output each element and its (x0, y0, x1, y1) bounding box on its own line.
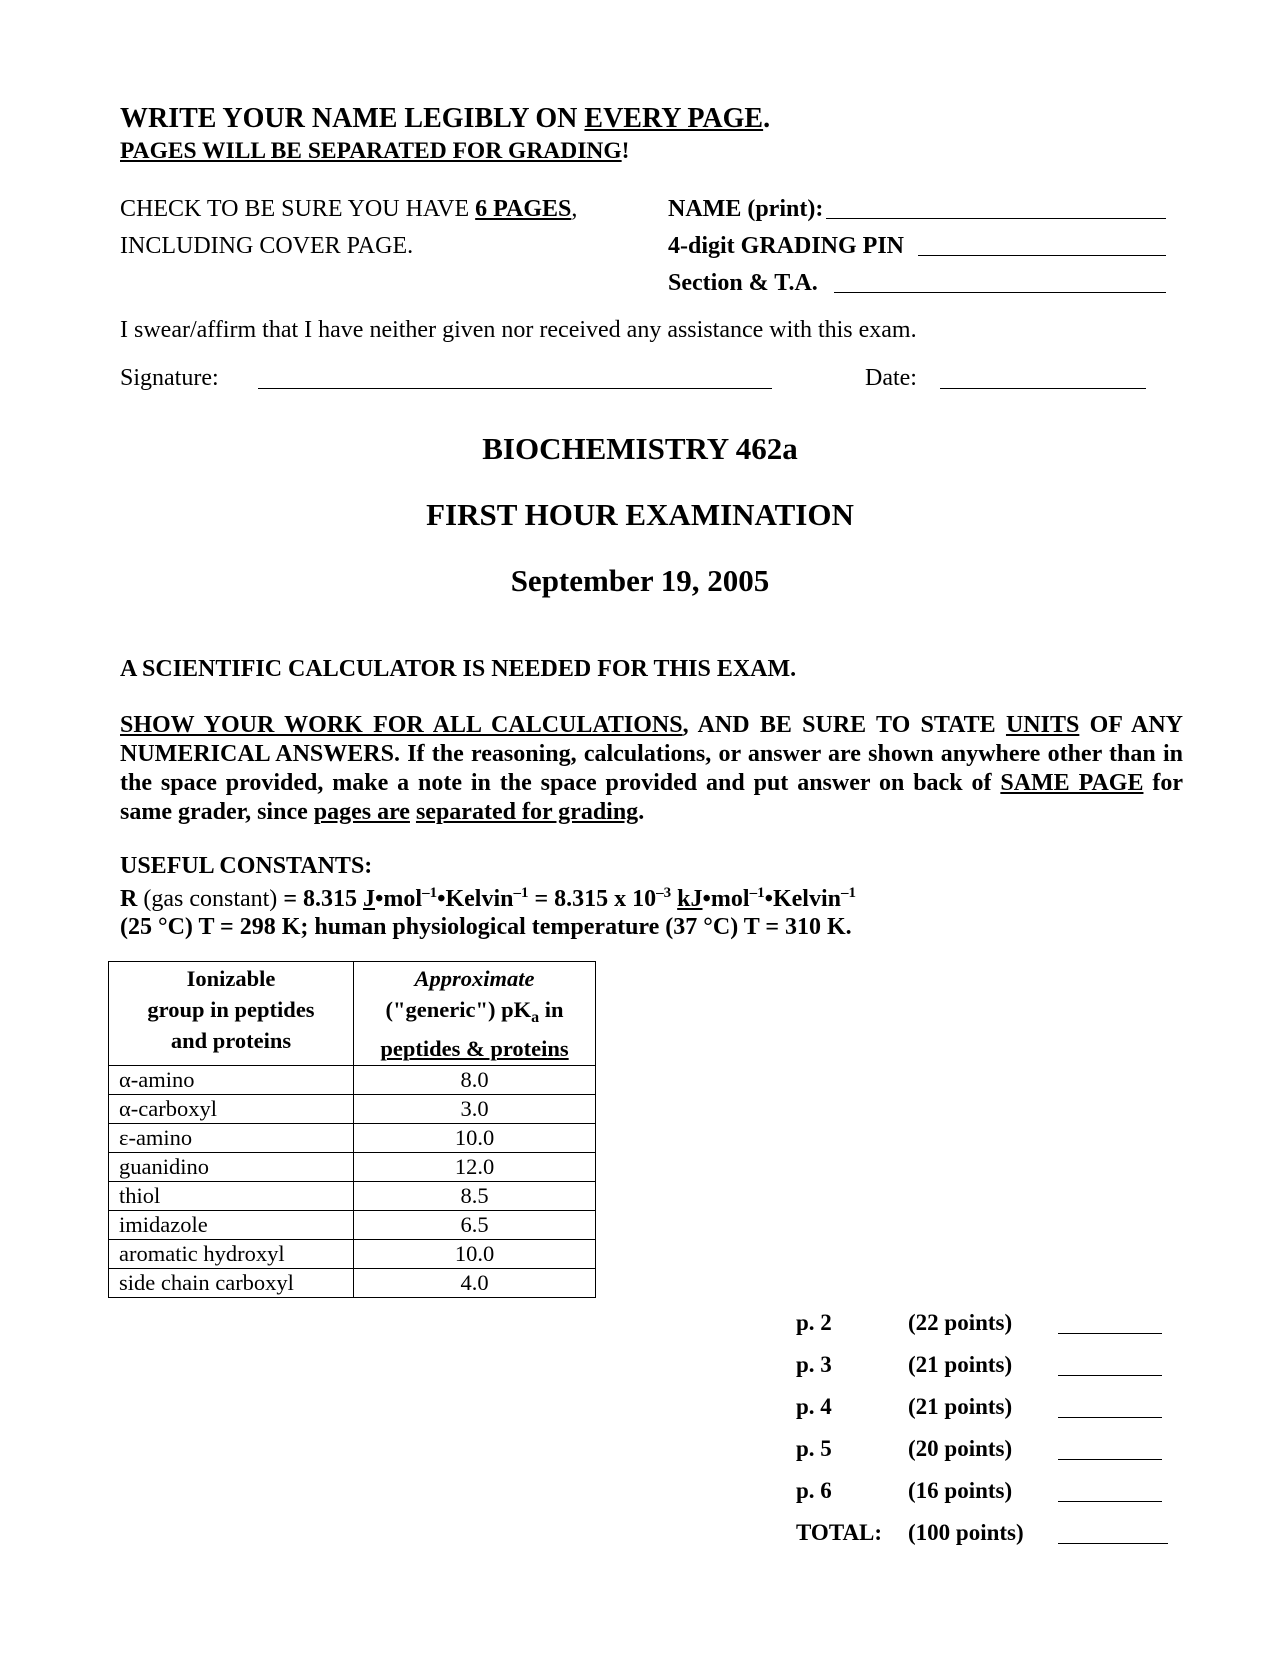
unit-kelvin: •Kelvin (437, 886, 514, 912)
header-line: and proteins (170, 1028, 292, 1053)
score-page-label: p. 4 (796, 1394, 832, 1419)
check-pages-line-2: INCLUDING COVER PAGE. (120, 233, 414, 259)
header-line: peptides & proteins (380, 1036, 569, 1061)
instruction-emphasis: SHOW YOUR WORK FOR ALL CALCULATIONS (120, 712, 683, 738)
score-page-label: p. 6 (796, 1478, 832, 1503)
check-pages-line (120, 196, 577, 223)
temperatures: (25 °C) T = 298 K; human physiological temperature (37 °C) T = 310 K. (120, 914, 852, 940)
header-emphasis: EVERY PAGE (584, 103, 764, 134)
check-text: , (571, 196, 578, 222)
instruction-text: OF ANY NUMERICAL ANSWERS. If the reasoning, calculations, or answer are shown anywhere other than in the space provided, make a note in the space provided and put answer on back of (120, 712, 1183, 796)
score-field[interactable] (1058, 1417, 1162, 1418)
header-text: in (539, 997, 564, 1022)
name-label: NAME (print): (668, 196, 824, 222)
table-row (109, 1182, 596, 1211)
pin-label: 4-digit GRADING PIN (668, 233, 905, 259)
table-row (109, 1124, 596, 1153)
header-line: Ionizable (186, 966, 276, 991)
table-row (109, 1095, 596, 1124)
exponent: –1 (513, 885, 529, 901)
score-page-label: p. 3 (796, 1352, 832, 1377)
pka-cell: 10.0 (354, 1240, 596, 1269)
score-points: (22 points) (908, 1310, 1013, 1335)
score-field[interactable] (1058, 1333, 1162, 1334)
exponent: –1 (422, 885, 438, 901)
group-cell: ε-amino (109, 1124, 354, 1153)
pka-cell: 8.5 (354, 1182, 596, 1211)
instruction-emphasis: separated for grading (415, 799, 639, 825)
group-cell: α-amino (109, 1066, 354, 1095)
instruction-text: , AND BE SURE TO STATE (682, 712, 1006, 738)
group-cell: aromatic hydroxyl (109, 1240, 354, 1269)
group-cell: guanidino (109, 1153, 354, 1182)
header-line: Approximate (414, 966, 535, 991)
group-cell: imidazole (109, 1211, 354, 1240)
gas-constant (120, 885, 856, 913)
unit-mol: •mol (375, 886, 423, 912)
header-text: ("generic") pK (385, 997, 532, 1022)
instruction-emphasis: pages are (313, 799, 410, 825)
pka-cell: 10.0 (354, 1124, 596, 1153)
exponent: –1 (840, 885, 856, 901)
pledge-text: I swear/affirm that I have neither given nor received any assistance with this exam. (120, 317, 917, 343)
pka-cell: 4.0 (354, 1269, 596, 1298)
section-label: Section & T.A. (668, 270, 818, 296)
score-points: (21 points) (908, 1394, 1013, 1419)
header-line-1 (120, 103, 770, 135)
unit-kelvin: •Kelvin (764, 886, 841, 912)
table-row (109, 1153, 596, 1182)
r-equation: = 8.315 x 10 (528, 886, 657, 912)
group-cell: thiol (109, 1182, 354, 1211)
date-label: Date: (865, 365, 917, 391)
pka-subscript: a (531, 1009, 540, 1026)
header-line (364, 994, 585, 1033)
pka-cell: 3.0 (354, 1095, 596, 1124)
exponent: –3 (656, 885, 672, 901)
table-row (109, 1240, 596, 1269)
header-ionizable-group (109, 962, 354, 1066)
header-text: WRITE YOUR NAME LEGIBLY ON (120, 103, 585, 134)
table-row (109, 1269, 596, 1298)
pin-field[interactable] (918, 255, 1166, 256)
section-field[interactable] (834, 292, 1166, 293)
page-count: 6 PAGES (475, 196, 572, 222)
course-title: BIOCHEMISTRY 462a (482, 431, 798, 466)
name-field[interactable] (826, 218, 1166, 219)
constants-heading: USEFUL CONSTANTS: (120, 853, 373, 879)
calculator-note: A SCIENTIFIC CALCULATOR IS NEEDED FOR THIS EXAM. (120, 656, 797, 682)
header-line: group in peptides (147, 997, 315, 1022)
pka-cell: 6.5 (354, 1211, 596, 1240)
instruction-text: for same grader, since (120, 770, 1184, 825)
group-cell: α-carboxyl (109, 1095, 354, 1124)
signature-field[interactable] (258, 388, 772, 389)
date-field[interactable] (940, 388, 1146, 389)
exam-date: September 19, 2005 (510, 563, 770, 598)
score-field[interactable] (1058, 1375, 1162, 1376)
unit-j: J (363, 886, 375, 912)
r-equation: = 8.315 (283, 886, 363, 912)
score-field[interactable] (1058, 1501, 1162, 1502)
r-description: (gas constant) (137, 886, 284, 912)
unit-mol: •mol (702, 886, 750, 912)
score-points: (20 points) (908, 1436, 1013, 1461)
score-total-points: (100 points) (908, 1520, 1024, 1545)
table-header-row (109, 962, 596, 1066)
unit-kj: kJ (677, 886, 703, 912)
score-total-field[interactable] (1058, 1543, 1168, 1544)
score-total-label: TOTAL: (796, 1520, 883, 1545)
header-text: . (763, 103, 771, 134)
pka-cell: 8.0 (354, 1066, 596, 1095)
table-row (109, 1211, 596, 1240)
header-separated-note: PAGES WILL BE SEPARATED FOR GRADING (120, 138, 622, 164)
table-row (109, 1066, 596, 1095)
header-line-2 (120, 138, 629, 165)
header-text: ! (621, 138, 630, 164)
pka-table (108, 961, 596, 1298)
instruction-emphasis: SAME PAGE (1000, 770, 1144, 796)
instruction-emphasis: UNITS (1005, 712, 1080, 738)
group-cell: side chain carboxyl (109, 1269, 354, 1298)
header-pka (354, 962, 596, 1066)
score-field[interactable] (1058, 1459, 1162, 1460)
signature-label: Signature: (120, 365, 219, 391)
score-page-label: p. 2 (796, 1310, 832, 1335)
score-points: (16 points) (908, 1478, 1013, 1503)
exam-title: FIRST HOUR EXAMINATION (426, 497, 854, 532)
score-points: (21 points) (908, 1352, 1013, 1377)
r-label: R (120, 886, 138, 912)
instructions (120, 711, 1183, 827)
score-page-label: p. 5 (796, 1436, 832, 1461)
check-text: CHECK TO BE SURE YOU HAVE (120, 196, 476, 222)
pka-cell: 12.0 (354, 1153, 596, 1182)
instruction-text: . (638, 799, 645, 825)
exponent: –1 (749, 885, 765, 901)
